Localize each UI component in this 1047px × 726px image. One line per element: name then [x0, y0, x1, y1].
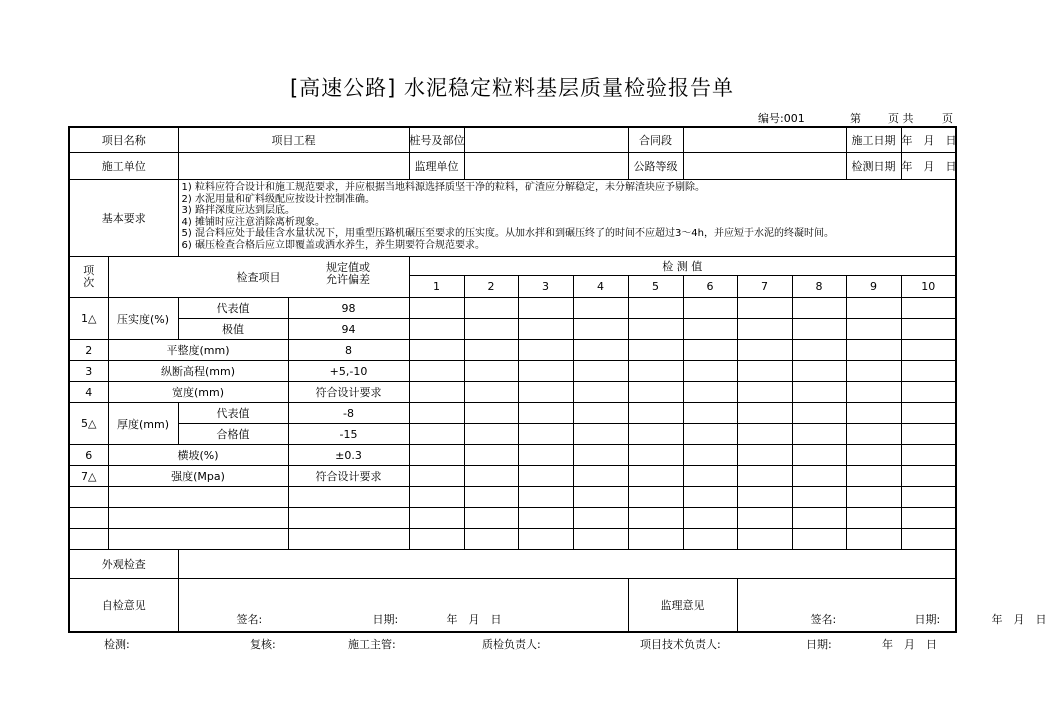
appearance-label: 外观检查	[69, 550, 178, 579]
cell[interactable]	[464, 424, 518, 445]
row-value: 符合设计要求	[288, 466, 409, 487]
row-seq: 6	[69, 445, 108, 466]
cell[interactable]	[737, 466, 792, 487]
row-name: 强度(Mpa)	[108, 466, 288, 487]
tolerance-header-line2: 允许偏差	[326, 273, 370, 286]
row-value: 符合设计要求	[288, 382, 409, 403]
row-value: ±0.3	[288, 445, 409, 466]
cell[interactable]	[628, 298, 683, 319]
cell[interactable]	[288, 487, 409, 508]
cell[interactable]	[737, 445, 792, 466]
cell[interactable]	[628, 508, 683, 529]
cell[interactable]	[628, 466, 683, 487]
requirements-label: 基本要求	[69, 180, 178, 257]
cell[interactable]	[108, 487, 288, 508]
seq-header: 项 次	[69, 257, 108, 298]
cell[interactable]	[108, 529, 288, 550]
cell[interactable]	[737, 403, 792, 424]
col-header: 9	[846, 276, 901, 298]
cell[interactable]	[573, 424, 628, 445]
row-sub: 代表值	[178, 298, 288, 319]
col-header: 10	[901, 276, 956, 298]
cell[interactable]	[901, 340, 956, 361]
cell[interactable]	[464, 319, 518, 340]
stake-label: 桩号及部位	[409, 127, 464, 153]
self-check-label: 自检意见	[69, 579, 178, 633]
requirement-item: 4) 摊铺时应注意消除离析现象。	[181, 216, 325, 228]
cell[interactable]	[409, 508, 464, 529]
road-grade-value[interactable]	[683, 153, 846, 180]
cell[interactable]	[518, 466, 573, 487]
tolerance-header-line1: 规定值或	[326, 261, 370, 274]
cell[interactable]	[846, 487, 901, 508]
cell[interactable]	[683, 529, 737, 550]
cell[interactable]	[683, 319, 737, 340]
page-label-ye: 页	[942, 112, 953, 125]
contract-label: 合同段	[628, 127, 683, 153]
cell[interactable]	[737, 508, 792, 529]
cell[interactable]	[628, 382, 683, 403]
cell[interactable]	[737, 340, 792, 361]
cell[interactable]	[573, 445, 628, 466]
col-header: 2	[464, 276, 518, 298]
supervisor-sign-label: 签名:	[810, 613, 837, 626]
cell[interactable]	[69, 487, 108, 508]
cell[interactable]	[792, 529, 846, 550]
cell[interactable]	[792, 508, 846, 529]
col-header: 7	[737, 276, 792, 298]
row-sub: 代表值	[178, 403, 288, 424]
cell[interactable]	[683, 382, 737, 403]
cell[interactable]	[518, 529, 573, 550]
supervisor-date-label: 日期:	[914, 613, 941, 626]
cell[interactable]	[573, 319, 628, 340]
cell[interactable]	[846, 340, 901, 361]
col-header: 4	[573, 276, 628, 298]
row-sub: 合格值	[178, 424, 288, 445]
requirement-item: 5) 混合料应处于最佳含水量状况下，用重型压路机碾压至要求的压实度。从加水拌和到碾压终了的时间不应超过3～4h，并应短于水泥的终凝时间。	[181, 228, 835, 239]
requirement-item: 1) 粒料应符合设计和施工规范要求，并应根据当地料源选择质坚干净的粒料，矿渣应分解稳定，未分解渣块应予剔除。	[181, 182, 705, 193]
cell[interactable]	[69, 508, 108, 529]
cell[interactable]	[792, 298, 846, 319]
cell[interactable]	[409, 487, 464, 508]
cell[interactable]	[409, 382, 464, 403]
cell[interactable]	[409, 340, 464, 361]
cell[interactable]	[464, 508, 518, 529]
cell[interactable]	[792, 361, 846, 382]
cell[interactable]	[683, 340, 737, 361]
cell[interactable]	[628, 487, 683, 508]
project-name-label: 项目名称	[69, 127, 178, 153]
test-date-label: 检测日期	[846, 153, 901, 180]
cell[interactable]	[628, 361, 683, 382]
cell[interactable]	[901, 487, 956, 508]
self-check-sign-label: 签名:	[236, 613, 263, 626]
cell[interactable]	[737, 298, 792, 319]
cell[interactable]	[518, 298, 573, 319]
cell[interactable]	[573, 466, 628, 487]
row-value: 8	[288, 340, 409, 361]
cell[interactable]	[901, 424, 956, 445]
serial-number: 编号:001	[758, 112, 805, 125]
row-seq: 3	[69, 361, 108, 382]
footer-reviewer: 复核:	[250, 638, 276, 651]
cell[interactable]	[518, 403, 573, 424]
item-header: 检查项目	[108, 257, 409, 298]
cell[interactable]	[683, 487, 737, 508]
report-table	[68, 126, 1047, 633]
cell[interactable]	[737, 361, 792, 382]
cell[interactable]	[737, 424, 792, 445]
cell[interactable]	[573, 382, 628, 403]
cell[interactable]	[901, 361, 956, 382]
footer-inspector: 检测:	[104, 638, 130, 651]
col-header: 1	[409, 276, 464, 298]
cell[interactable]	[901, 508, 956, 529]
cell[interactable]	[846, 508, 901, 529]
cell[interactable]	[518, 508, 573, 529]
page-label-ye-gong: 页 共	[888, 112, 914, 125]
page-label-di: 第	[850, 112, 861, 125]
supervisor-date-value: 年 月 日	[991, 613, 1047, 626]
cell[interactable]	[409, 445, 464, 466]
row-name: 平整度(mm)	[108, 340, 288, 361]
requirement-item: 6) 碾压检查合格后应立即覆盖或洒水养生，养生期要符合规范要求。	[181, 239, 485, 251]
cell[interactable]	[846, 529, 901, 550]
cell[interactable]	[573, 361, 628, 382]
supervision-unit-value[interactable]	[464, 153, 628, 180]
cell[interactable]	[901, 529, 956, 550]
row-seq: 1△	[69, 298, 108, 340]
row-seq: 7△	[69, 466, 108, 487]
cell[interactable]	[464, 298, 518, 319]
construction-date-value[interactable]: 年 月 日	[901, 127, 956, 153]
cell[interactable]	[409, 424, 464, 445]
cell[interactable]	[846, 361, 901, 382]
cell[interactable]	[518, 340, 573, 361]
row-value: 98	[288, 298, 409, 319]
cell[interactable]	[901, 319, 956, 340]
self-check-date-label: 日期:	[372, 613, 399, 626]
cell[interactable]	[683, 361, 737, 382]
cell[interactable]	[792, 487, 846, 508]
cell[interactable]	[792, 403, 846, 424]
cell[interactable]	[683, 466, 737, 487]
cell[interactable]	[69, 529, 108, 550]
appearance-value[interactable]	[178, 550, 956, 579]
cell[interactable]	[792, 340, 846, 361]
cell[interactable]	[628, 529, 683, 550]
cell[interactable]	[683, 424, 737, 445]
construction-unit-label: 施工单位	[69, 153, 178, 180]
stake-value[interactable]	[464, 127, 628, 153]
requirement-item: 2) 水泥用量和矿料级配应按设计控制准确。	[181, 193, 375, 205]
cell[interactable]	[518, 319, 573, 340]
contract-value[interactable]	[683, 127, 846, 153]
cell[interactable]	[409, 403, 464, 424]
tolerance-header-text	[289, 262, 407, 286]
cell[interactable]	[409, 361, 464, 382]
cell[interactable]	[573, 508, 628, 529]
supervisor-label: 监理意见	[628, 579, 737, 633]
cell[interactable]	[628, 319, 683, 340]
cell[interactable]	[628, 424, 683, 445]
cell[interactable]	[901, 466, 956, 487]
cell[interactable]	[737, 382, 792, 403]
supervision-unit-label: 监理单位	[409, 153, 464, 180]
cell[interactable]	[792, 319, 846, 340]
row-name: 厚度(mm)	[108, 403, 178, 445]
cell[interactable]	[409, 319, 464, 340]
cell[interactable]	[573, 403, 628, 424]
cell[interactable]	[573, 487, 628, 508]
construction-unit-value[interactable]	[178, 153, 409, 180]
cell[interactable]	[409, 529, 464, 550]
page-title: [高速公路] 水泥稳定粒料基层质量检验报告单	[289, 76, 735, 100]
construction-date-label: 施工日期	[846, 127, 901, 153]
col-header: 6	[683, 276, 737, 298]
row-name: 压实度(%)	[108, 298, 178, 340]
cell[interactable]	[288, 508, 409, 529]
cell[interactable]	[628, 403, 683, 424]
footer-date-value: 年 月 日	[882, 638, 937, 651]
requirement-item: 3) 路拌深度应达到层底。	[181, 205, 295, 216]
cell[interactable]	[901, 382, 956, 403]
cell[interactable]	[737, 529, 792, 550]
cell[interactable]	[409, 466, 464, 487]
test-date-value[interactable]: 年 月 日	[901, 153, 956, 180]
cell[interactable]	[518, 424, 573, 445]
footer-construction-chief: 施工主管:	[348, 638, 396, 651]
cell[interactable]	[792, 424, 846, 445]
cell[interactable]	[573, 340, 628, 361]
cell[interactable]	[518, 361, 573, 382]
cell[interactable]	[628, 445, 683, 466]
cell[interactable]	[792, 382, 846, 403]
cell[interactable]	[464, 361, 518, 382]
cell[interactable]	[464, 340, 518, 361]
cell[interactable]	[846, 403, 901, 424]
footer-quality-chief: 质检负责人:	[482, 638, 541, 651]
road-grade-label: 公路等级	[628, 153, 683, 180]
cell[interactable]	[464, 445, 518, 466]
cell[interactable]	[464, 403, 518, 424]
cell[interactable]	[464, 382, 518, 403]
requirements-list	[178, 180, 956, 257]
cell[interactable]	[901, 445, 956, 466]
col-header: 8	[792, 276, 846, 298]
cell[interactable]	[792, 466, 846, 487]
row-value: +5,-10	[288, 361, 409, 382]
cell[interactable]	[518, 445, 573, 466]
cell[interactable]	[846, 298, 901, 319]
cell[interactable]	[518, 382, 573, 403]
cell[interactable]	[573, 298, 628, 319]
cell[interactable]	[108, 508, 288, 529]
row-name: 横坡(%)	[108, 445, 288, 466]
project-name-value: 项目工程	[178, 127, 409, 153]
cell[interactable]	[846, 319, 901, 340]
cell[interactable]	[846, 445, 901, 466]
cell[interactable]	[737, 319, 792, 340]
cell[interactable]	[464, 487, 518, 508]
cell[interactable]	[846, 466, 901, 487]
col-header: 3	[518, 276, 573, 298]
cell[interactable]	[628, 340, 683, 361]
measured-header: 检 测 值	[409, 257, 956, 276]
self-check-date-value: 年 月 日	[446, 613, 502, 626]
cell[interactable]	[288, 529, 409, 550]
row-sub: 极值	[178, 319, 288, 340]
cell[interactable]	[901, 403, 956, 424]
row-seq: 4	[69, 382, 108, 403]
cell[interactable]	[846, 424, 901, 445]
row-name: 纵断高程(mm)	[108, 361, 288, 382]
footer-tech-chief: 项目技术负责人:	[640, 638, 721, 651]
row-seq: 5△	[69, 403, 108, 445]
cell[interactable]	[518, 487, 573, 508]
row-seq: 2	[69, 340, 108, 361]
row-name: 宽度(mm)	[108, 382, 288, 403]
cell[interactable]	[464, 529, 518, 550]
cell[interactable]	[737, 487, 792, 508]
cell[interactable]	[573, 529, 628, 550]
cell[interactable]	[409, 298, 464, 319]
row-value: -8	[288, 403, 409, 424]
self-check-area[interactable]	[178, 579, 628, 633]
cell[interactable]	[792, 445, 846, 466]
cell[interactable]	[464, 466, 518, 487]
row-value: -15	[288, 424, 409, 445]
footer-date-label: 日期:	[806, 638, 832, 651]
cell[interactable]	[901, 298, 956, 319]
cell[interactable]	[683, 298, 737, 319]
cell[interactable]	[683, 445, 737, 466]
supervisor-area[interactable]	[737, 579, 1047, 633]
cell[interactable]	[846, 382, 901, 403]
row-value: 94	[288, 319, 409, 340]
cell[interactable]	[683, 508, 737, 529]
cell[interactable]	[683, 403, 737, 424]
col-header: 5	[628, 276, 683, 298]
